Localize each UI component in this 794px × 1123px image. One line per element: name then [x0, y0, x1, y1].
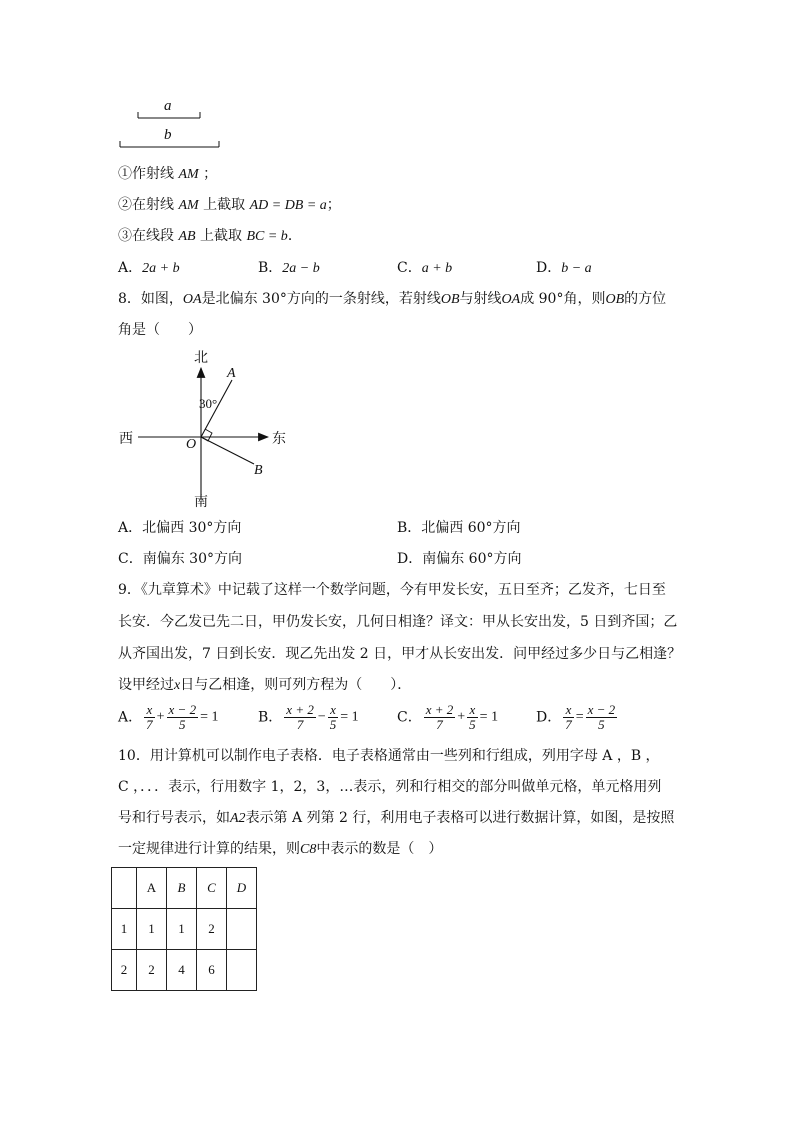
table-cell: 1	[112, 909, 137, 950]
q8-option-b[interactable]: B．北偏西 60°方向	[397, 520, 521, 536]
table-cell: A	[137, 868, 167, 909]
q7-step-3: ③在线段 AB 上截取 BC = b．	[118, 228, 302, 244]
q9-stem-line-2: 长安．今乙发已先二日，甲仍发长安，几何日相逢？译文：甲从长安出发，5 日到齐国；乙	[118, 614, 678, 630]
south-label: 南	[194, 494, 208, 510]
table-cell: 6	[197, 950, 227, 991]
segment-b-label: b	[164, 127, 172, 143]
segment-a-label: a	[164, 98, 172, 114]
q8-option-c[interactable]: C．南偏东 30°方向	[118, 551, 242, 567]
east-label: 东	[272, 431, 286, 447]
q9-option-a[interactable]: A． $\frac{x}{7}$ + $\frac{x - 2}{5}$ = 1	[118, 702, 219, 732]
q7-step-2: ②在射线 AM 上截取 AD = DB = a；	[118, 197, 341, 213]
table-cell	[227, 950, 257, 991]
q7-option-c[interactable]: C．a + b	[397, 260, 453, 276]
point-b-label: B	[254, 463, 263, 478]
west-label: 西	[119, 431, 133, 447]
table-row	[112, 950, 257, 991]
table-cell	[112, 868, 137, 909]
table-cell: D	[227, 868, 257, 909]
table-cell: 1	[167, 909, 197, 950]
ray-ob	[201, 437, 254, 464]
q10-stem-line-1: 10．用计算机可以制作电子表格．电子表格通常由一些列和行组成，列用字母 A ，B ，	[118, 748, 660, 764]
q7-option-a[interactable]: A．2a + b	[118, 260, 180, 276]
q9-option-b[interactable]: B． $\frac{x + 2}{7}$ − $\frac{x}{5}$ = 1	[258, 702, 359, 732]
q9-stem-line-4: 设甲经过x日与乙相逢，则可列方程为（ ）．	[118, 677, 412, 693]
q9-stem-line-3: 从齐国出发，7 日到长安．现乙先出发 2 日，甲才从长安出发．问甲经过多少日与乙相逢？	[118, 646, 682, 662]
q10-stem-line-4: 一定规律进行计算的结果，则C8中表示的数是（ ）	[118, 841, 443, 857]
q9-option-c[interactable]: C． $\frac{x + 2}{7}$ + $\frac{x}{5}$ = 1	[397, 702, 499, 732]
table-cell: 2	[112, 950, 137, 991]
q9-option-d[interactable]: D． $\frac{x}{7}$ = $\frac{x - 2}{5}$	[536, 702, 616, 732]
q10-stem-line-3: 号和行号表示，如A2表示第 A 列第 2 行，利用电子表格可以进行数据计算，如图，是按照	[118, 810, 675, 826]
point-a-label: A	[227, 366, 236, 381]
segment-figure	[118, 98, 228, 150]
table-cell: B	[167, 868, 197, 909]
table-cell: 4	[167, 950, 197, 991]
table-cell: 2	[137, 950, 167, 991]
q8-stem-line-2: 角是（ ）	[118, 322, 202, 338]
spreadsheet-table	[111, 867, 257, 991]
table-cell	[227, 909, 257, 950]
q8-option-a[interactable]: A．北偏西 30°方向	[118, 520, 242, 536]
q9-stem-line-1: 9．《九章算术》中记载了这样一个数学问题，今有甲发长安，五日至齐；乙发齐，七日至	[118, 582, 666, 598]
q8-stem-line-1: 8．如图，OA是北偏东 30°方向的一条射线，若射线OB与射线OA成 90°角，则OB的方位	[118, 291, 667, 307]
origin-label: O	[186, 437, 197, 452]
q7-option-d[interactable]: D．b − a	[536, 260, 592, 276]
table-row	[112, 909, 257, 950]
angle-label: 30°	[199, 396, 218, 411]
table-cell: 1	[137, 909, 167, 950]
table-cell: C	[197, 868, 227, 909]
north-label: 北	[194, 350, 208, 366]
table-header-row	[112, 868, 257, 909]
table-cell: 2	[197, 909, 227, 950]
q7-step-1: ①作射线 AM ；	[118, 166, 218, 182]
q7-option-b[interactable]: B．2a − b	[258, 260, 320, 276]
q8-option-d[interactable]: D．南偏东 60°方向	[397, 551, 522, 567]
q10-stem-line-2: C ，．．．表示，行用数字 1，2，3，…表示，列和行相交的部分叫做单元格，单元格用列	[118, 779, 662, 795]
